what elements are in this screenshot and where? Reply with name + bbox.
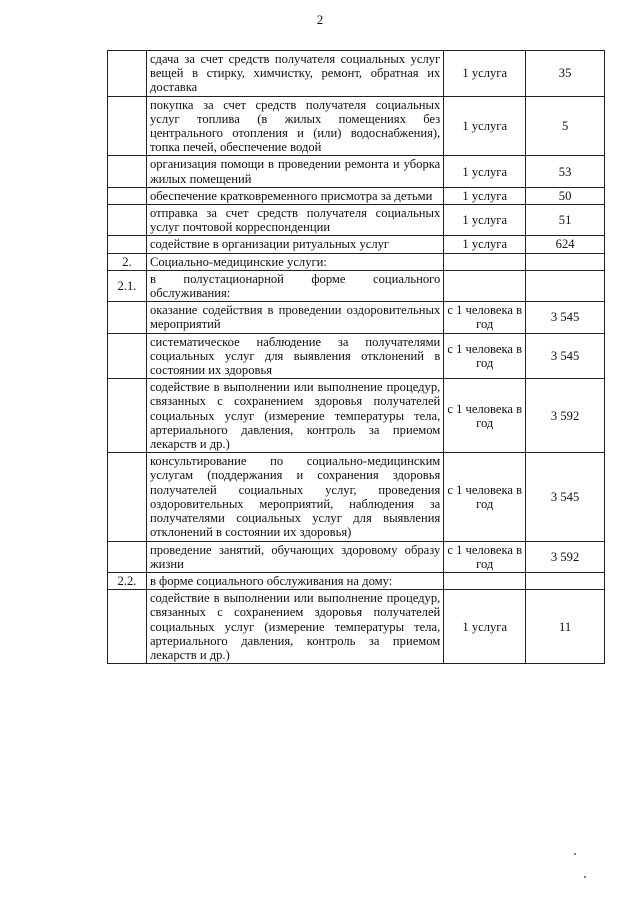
table-row bbox=[108, 541, 605, 572]
table-row bbox=[108, 236, 605, 253]
scan-speck bbox=[584, 876, 586, 878]
service-price: 624 bbox=[526, 236, 605, 253]
service-name: покупка за счет средств получателя социальных услуг топлива (в жилых помещениях без центрального отопления и (или) водоснабжения), топка печей, обеспечение водой bbox=[146, 96, 443, 156]
service-price: 3 545 bbox=[526, 333, 605, 379]
service-price: 53 bbox=[526, 156, 605, 187]
service-unit: с 1 человека в год bbox=[444, 453, 526, 541]
service-unit bbox=[444, 572, 526, 589]
service-price: 50 bbox=[526, 187, 605, 204]
service-price: 5 bbox=[526, 96, 605, 156]
table-row bbox=[108, 253, 605, 270]
service-unit: 1 услуга bbox=[444, 187, 526, 204]
service-name: содействие в выполнении или выполнение процедур, связанных с сохранением здоровья получателей социальных услуг (измерение температуры тела, артериального давления, контроль за приемом лекарств и др.) bbox=[146, 379, 443, 453]
row-number bbox=[108, 51, 147, 97]
service-price: 11 bbox=[526, 590, 605, 664]
service-price bbox=[526, 270, 605, 301]
row-number bbox=[108, 379, 147, 453]
table-row bbox=[108, 51, 605, 97]
page-number: 2 bbox=[316, 12, 324, 27]
row-number bbox=[108, 156, 147, 187]
row-number bbox=[108, 453, 147, 541]
row-number: 2.1. bbox=[108, 270, 147, 301]
row-number bbox=[108, 236, 147, 253]
service-price: 3 545 bbox=[526, 453, 605, 541]
table-row bbox=[108, 187, 605, 204]
table-row bbox=[108, 205, 605, 236]
service-name: проведение занятий, обучающих здоровому образу жизни bbox=[146, 541, 443, 572]
row-number: 2. bbox=[108, 253, 147, 270]
table-row bbox=[108, 572, 605, 589]
table-row bbox=[108, 379, 605, 453]
service-unit: с 1 человека в год bbox=[444, 333, 526, 379]
service-name: сдача за счет средств получателя социальных услуг вещей в стирку, химчистку, ремонт, обратная их доставка bbox=[146, 51, 443, 97]
service-unit: с 1 человека в год bbox=[444, 302, 526, 333]
row-number: 2.2. bbox=[108, 572, 147, 589]
service-name: консультирование по социально-медицинским услугам (поддержания и сохранения здоровья получателей социальных услуг, проведения оздоровительных мероприятий, наблюдения за получателями социальных услуг для выявления отклонений в состоянии их здоровья) bbox=[146, 453, 443, 541]
service-unit: с 1 человека в год bbox=[444, 379, 526, 453]
row-number bbox=[108, 96, 147, 156]
row-number bbox=[108, 187, 147, 204]
section-title: Социально-медицинские услуги: bbox=[146, 253, 443, 270]
table-row bbox=[108, 590, 605, 664]
service-price: 3 592 bbox=[526, 379, 605, 453]
table-row bbox=[108, 156, 605, 187]
service-name: отправка за счет средств получателя социальных услуг почтовой корреспонденции bbox=[146, 205, 443, 236]
service-name: содействие в организации ритуальных услуг bbox=[146, 236, 443, 253]
service-unit bbox=[444, 253, 526, 270]
service-unit: 1 услуга bbox=[444, 156, 526, 187]
service-name: содействие в выполнении или выполнение процедур, связанных с сохранением здоровья получателей социальных услуг (измерение температуры тела, артериального давления, контроль за приемом лекарств и др.) bbox=[146, 590, 443, 664]
row-number bbox=[108, 333, 147, 379]
table-row bbox=[108, 270, 605, 301]
table-row bbox=[108, 333, 605, 379]
services-tariff-table bbox=[107, 50, 605, 664]
service-unit: 1 услуга bbox=[444, 51, 526, 97]
service-unit: с 1 человека в год bbox=[444, 541, 526, 572]
service-price: 3 545 bbox=[526, 302, 605, 333]
service-price bbox=[526, 572, 605, 589]
service-name: оказание содействия в проведении оздоровительных мероприятий bbox=[146, 302, 443, 333]
row-number bbox=[108, 302, 147, 333]
table-row bbox=[108, 302, 605, 333]
subsection-title: в форме социального обслуживания на дому: bbox=[146, 572, 443, 589]
row-number bbox=[108, 590, 147, 664]
service-name: систематическое наблюдение за получателями социальных услуг для выявления отклонений в состоянии их здоровья bbox=[146, 333, 443, 379]
subsection-title: в полустационарной форме социального обслуживания: bbox=[146, 270, 443, 301]
service-price: 3 592 bbox=[526, 541, 605, 572]
service-price bbox=[526, 253, 605, 270]
service-unit: 1 услуга bbox=[444, 590, 526, 664]
service-unit: 1 услуга bbox=[444, 205, 526, 236]
service-price: 51 bbox=[526, 205, 605, 236]
service-unit bbox=[444, 270, 526, 301]
service-price: 35 bbox=[526, 51, 605, 97]
row-number bbox=[108, 205, 147, 236]
table-row bbox=[108, 96, 605, 156]
table-row bbox=[108, 453, 605, 541]
scan-speck bbox=[574, 853, 576, 855]
service-unit: 1 услуга bbox=[444, 236, 526, 253]
row-number bbox=[108, 541, 147, 572]
service-unit: 1 услуга bbox=[444, 96, 526, 156]
service-name: обеспечение кратковременного присмотра за детьми bbox=[146, 187, 443, 204]
service-name: организация помощи в проведении ремонта и уборка жилых помещений bbox=[146, 156, 443, 187]
